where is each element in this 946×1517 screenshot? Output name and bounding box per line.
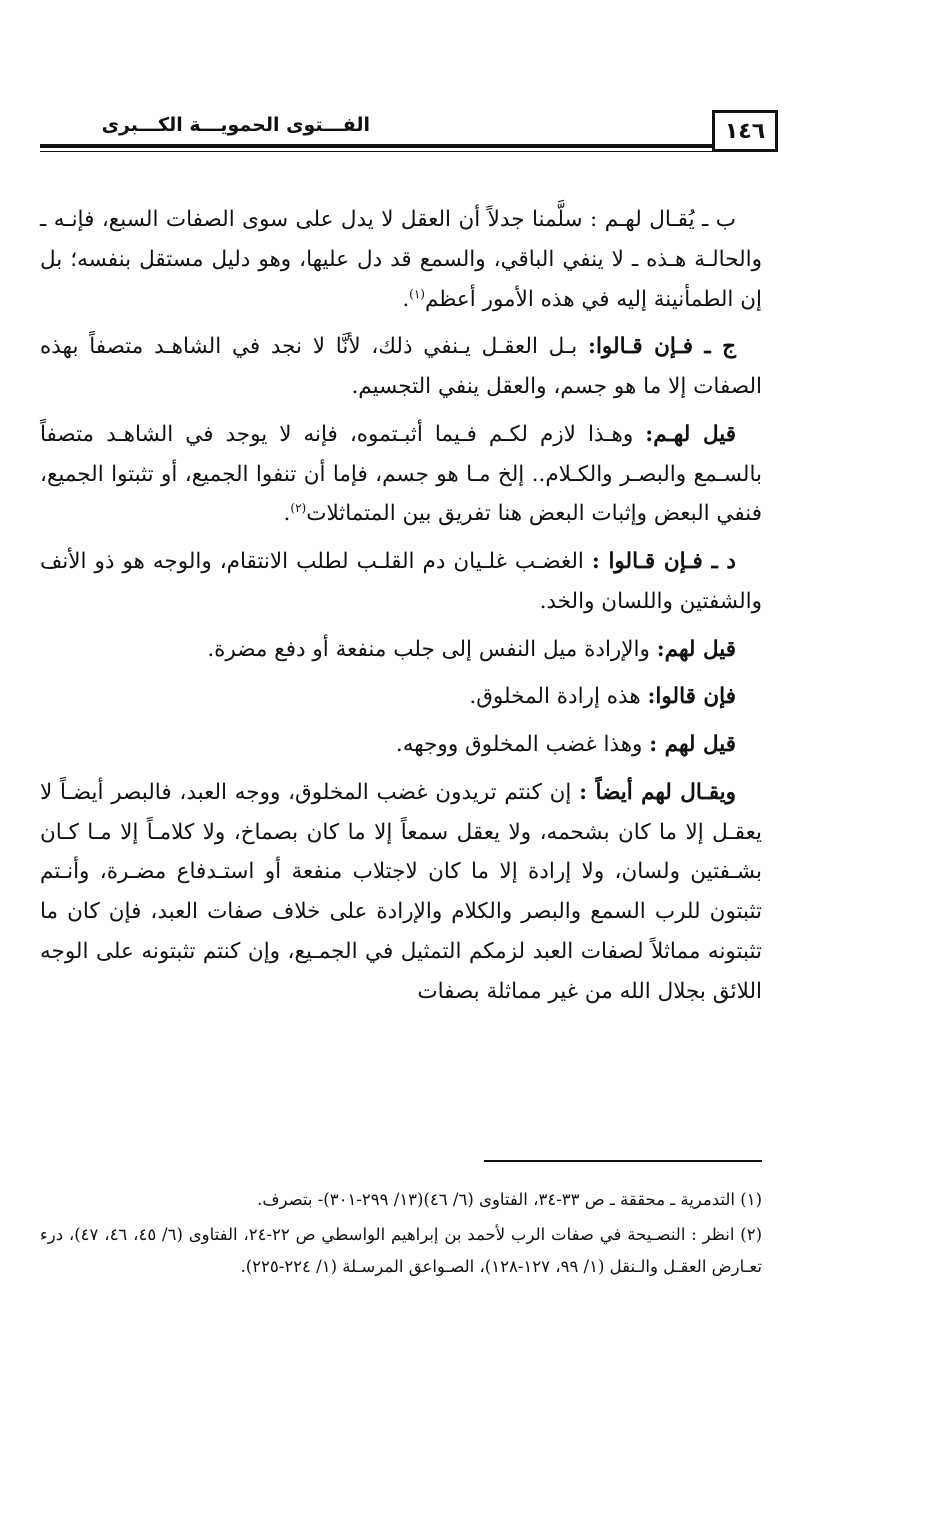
footnote-ref-2: (٢) xyxy=(290,501,307,516)
paragraph-reply-3-lead: قيل لهم : xyxy=(649,732,736,758)
paragraph-d-text: الغضـب غلـيان دم القلـب لطلب الانتقام، والوجه هو ذو الأنف والشفتين واللسان والخد. xyxy=(40,549,762,614)
page-header xyxy=(40,110,778,164)
paragraph-reply-2-lead: قيل لهم: xyxy=(656,636,736,662)
paragraph-reply-1-text: وهـذا لازم لكـم فـيما أثبـتموه، فإنه لا يوجد في الشاهـد متصفاً بالسـمع والبصـر والكـلام.. إلخ مـا هو جسم، فإما أن تنفوا الجميع، أو تثبتوا الجميع، فنفي البعض وإثبات البعض هنا تفريق بين المتماثلات xyxy=(40,421,762,527)
paragraph-j-text: بـل العقـل يـنفي ذلك، لأنَّا لا نجد في الشاهـد متصفاً بهذه الصفات إلا ما هو جسم، والعقل ينفي التجسيم. xyxy=(40,334,762,400)
paragraph-objection-text: هذه إرادة المخلوق. xyxy=(469,684,648,710)
paragraph-j-lead: ج ـ فـإن قـالوا: xyxy=(588,334,737,360)
paragraph-reply-1-lead: قيل لهـم: xyxy=(645,421,736,447)
paragraph-b-end: . xyxy=(402,286,410,312)
footnotes xyxy=(40,1184,762,1286)
paragraph-objection xyxy=(40,677,762,717)
paragraph-reply-3-text: وهذا غضب المخلوق ووجهه. xyxy=(395,732,650,758)
paragraph-reply-2 xyxy=(40,630,762,670)
footnote-ref-1: (١) xyxy=(409,286,425,301)
footnote-2: (٢) انظر : النصـيحة في صفات الرب لأحمد بن إبراهيم الواسطي ص ٢٢-٢٤، الفتاوى (٦/ ٤٥، ٤٦، ٤٧)، درء تعـارض العقـل والـنقل (١/ ٩٩، ١٢٧-١٢٨)، الصـواعق المرسـلة (١/ ٢٢٤-٢٢٥). xyxy=(40,1225,762,1276)
header-rule-thin xyxy=(40,151,712,152)
paragraph-further-reply xyxy=(40,773,762,1012)
paragraph-reply-1-end: . xyxy=(283,501,291,527)
paragraph-further-reply-lead: ويقـال لهم أيضاً : xyxy=(579,779,736,805)
paragraph-d xyxy=(40,542,762,622)
footnote-1: (١) التدمرية ـ محققة ـ ص ٣٣-٣٤، الفتاوى (٦/ ٤٦)(١٣/ ٢٩٩-٣٠١)- بتصرف. xyxy=(257,1190,762,1209)
footnote-separator xyxy=(484,1160,762,1162)
main-text xyxy=(40,200,762,1012)
page-number: ١٤٦ xyxy=(712,110,778,152)
paragraph-further-reply-text: إن كنتم تريدون غضب المخلوق، ووجه العبد، فالبصر أيضـاً لا يعقـل إلا ما كان بشحمه، ولا يعقل سمعاً إلا ما كان بصماخ، ولا كلامـاً إلا مـا كـان بشـفتين ولسان، ولا إرادة إلا ما كان لاجتلاب منفعة أو استـدفاع مضـرة، وأنـتم تثبتون للرب السمع والبصر والكلام والإرادة على خلاف صفات العبد، فإن كان ما تثبتونه مماثلاً لصفات العبد لزمكم التمثيل في الجمـيع، وإن كنتم تثبتونه على الوجه اللائق بجلال الله من غير مماثلة بصفات xyxy=(40,779,762,1004)
paragraph-reply-2-text: والإرادة ميل النفس إلى جلب منفعة أو دفع مضرة. xyxy=(207,636,657,662)
running-title: الفـــتوى الحمويـــة الكـــبرى xyxy=(101,114,370,136)
paragraph-reply-3 xyxy=(40,725,762,765)
header-rule xyxy=(40,144,712,148)
paragraph-d-lead: د ـ فـإن قـالوا : xyxy=(591,549,736,575)
paragraph-objection-lead: فإن قالوا: xyxy=(647,684,736,710)
paragraph-b xyxy=(40,200,762,319)
paragraph-b-text: ب ـ يُقـال لهـم : سلَّمنا جدلاً أن العقل لا يدل على سوى الصفات السبع، فإنـه ـ والحالـة هـذه ـ لا ينفي الباقي، والسمع قد دل عليها، وهو دليل مستقل بنفسه؛ بل إن الطمأنينة إليه في هذه الأمور أعظم xyxy=(40,207,762,312)
paragraph-j xyxy=(40,327,762,407)
paragraph-reply-1 xyxy=(40,415,762,534)
